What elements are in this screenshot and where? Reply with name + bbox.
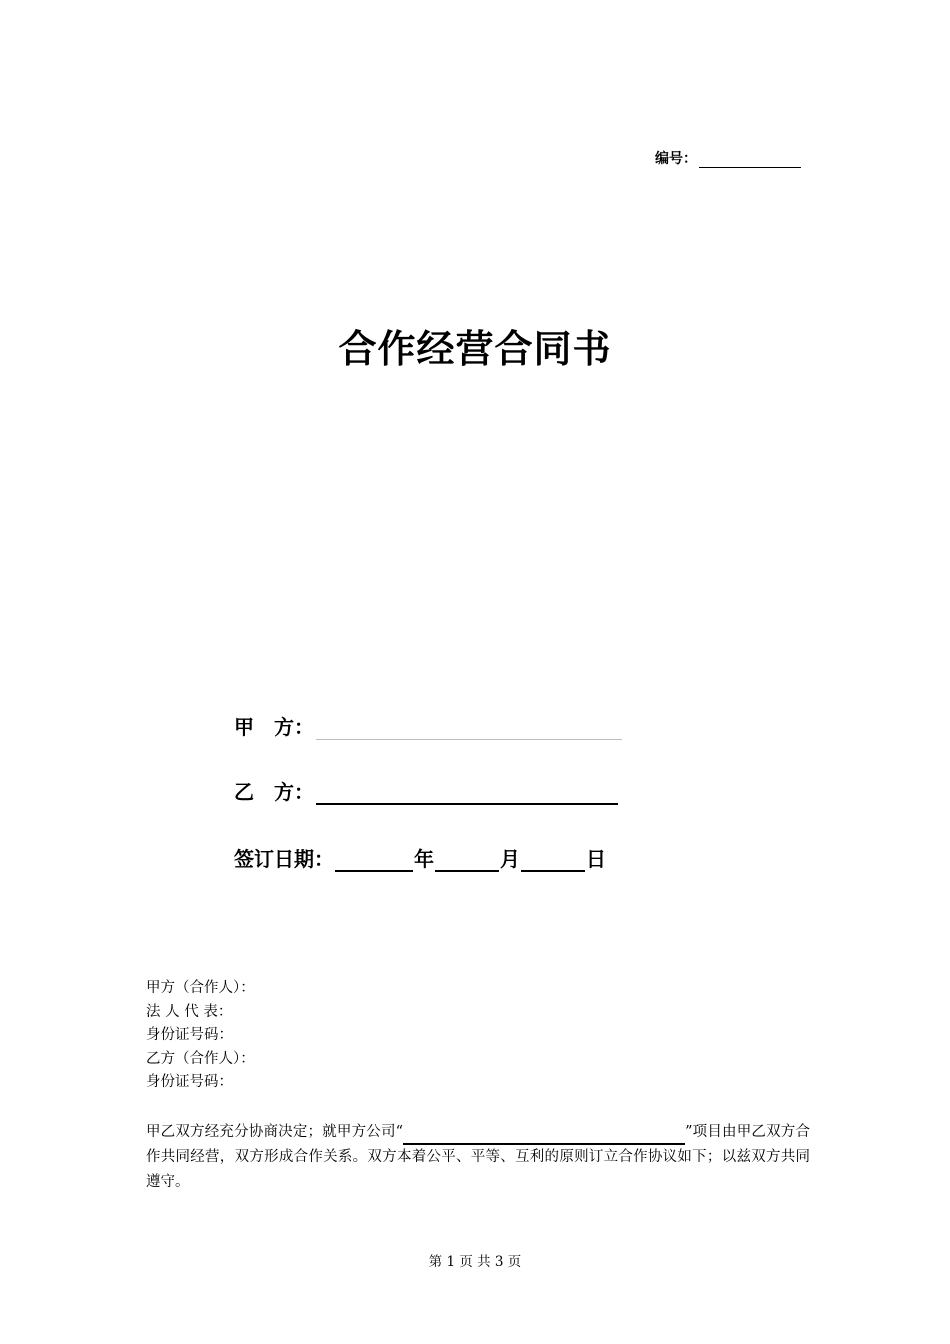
serial-blank[interactable] xyxy=(699,152,801,168)
field-party-a: 甲方（合作人）： xyxy=(146,980,255,996)
intro-text-before: 甲乙双方经充分协商决定；就甲方公司“ xyxy=(146,1124,404,1140)
sign-date-line xyxy=(234,843,606,872)
serial-label: 编号： xyxy=(655,151,697,167)
party-b-line xyxy=(234,776,618,805)
party-a-label: 甲 方： xyxy=(234,715,314,739)
field-id-number-a: 身份证号码： xyxy=(146,1027,233,1043)
year-unit: 年 xyxy=(414,847,434,871)
field-party-b: 乙方（合作人）： xyxy=(146,1050,255,1067)
party-a-blank[interactable] xyxy=(316,719,622,740)
document-title: 合作经营合同书 xyxy=(338,327,612,371)
sign-date-label: 签订日期： xyxy=(234,847,334,871)
month-blank[interactable] xyxy=(435,850,499,872)
serial-number xyxy=(655,148,801,168)
party-fields xyxy=(146,977,255,1095)
day-unit: 日 xyxy=(586,847,606,871)
month-unit: 月 xyxy=(500,847,520,871)
intro-paragraph xyxy=(146,1120,810,1195)
party-b-blank[interactable] xyxy=(316,783,618,805)
intro-text-after: ”项目由甲乙双方合作共同经营，双方形成合作关系。双方本着公平、平等、互利的原则订立合作协议如下；以兹双方共同遵守。 xyxy=(146,1124,810,1190)
project-name-blank[interactable] xyxy=(403,1128,685,1145)
page-footer: 第 1 页 共 3 页 xyxy=(428,1254,522,1270)
year-blank[interactable] xyxy=(335,850,413,872)
field-id-number-b: 身份证号码： xyxy=(146,1074,233,1090)
field-legal-rep: 法 人 代 表： xyxy=(146,1003,233,1020)
party-b-label: 乙 方： xyxy=(234,780,314,804)
day-blank[interactable] xyxy=(521,850,585,872)
party-a-line xyxy=(234,711,622,740)
